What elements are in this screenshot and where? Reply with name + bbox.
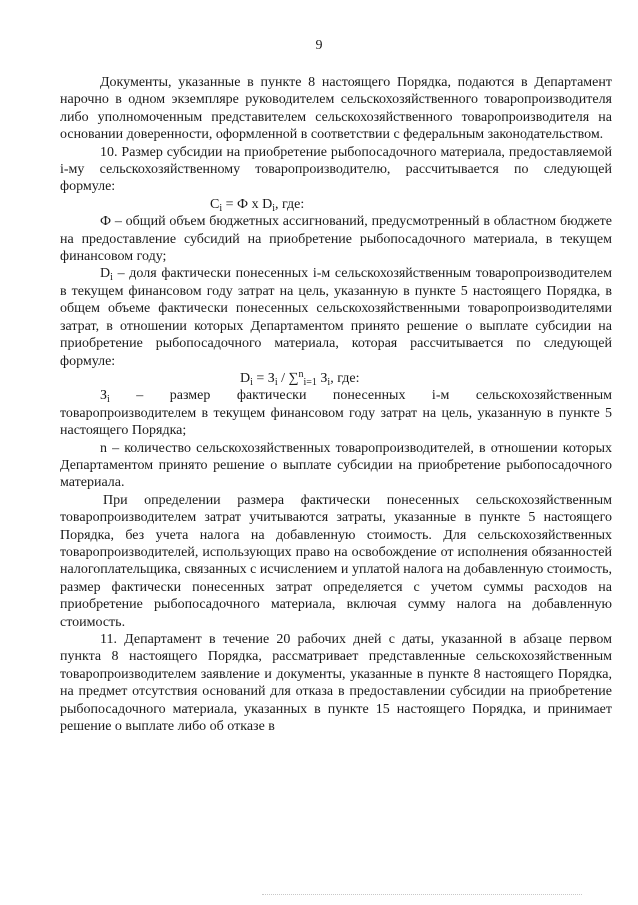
formula-middle: = Ф х D xyxy=(222,196,273,212)
paragraph-department-review: 11. Департамент в течение 20 рабочих дней с даты, указанной в абзаце первом пункта 8 настоящего Порядка, рассматривает представленные сельскохозяйственным товаропроизводителем заявление и документы, указанные в пункте 8 настоящего Порядка, на предмет отсутствия оснований для отказа в предоставлении субсидии на приобретение рыбопосадочного материала, указанных в пункте 15 настоящего Порядка, и принимает решение о выплате либо об отказе в xyxy=(60,632,612,735)
paragraph-n-definition: n – количество сельскохозяйственных товаропроизводителей, в отношении которых Департаментом принято решение о выплате субсидии на приобретение рыбопосадочного материала. xyxy=(60,440,612,491)
paragraph-documents-submission: Документы, указанные в пункте 8 настоящего Порядка, подаются в Департамент нарочно в одном экземпляре руководителем сельскохозяйственного товаропроизводителя либо уполномоченным представителем сельскохозяйственного товаропроизводителя на основании доверенности, оформленной в соответствии с федеральным законодательством. xyxy=(60,75,612,143)
z-subscript: i xyxy=(107,394,110,406)
formula-tail: , где: xyxy=(274,196,305,212)
paragraph-phi-definition: Ф – общий объем бюджетных ассигнований, предусмотренный в областном бюджете на предоставление субсидий на приобретение рыбопосадочного материала, в текущем финансовом году; xyxy=(60,214,612,265)
formula2-tail: , где: xyxy=(330,370,360,386)
formula-c-subscript: i xyxy=(219,202,223,214)
formula2-d-subscript: i xyxy=(250,376,253,388)
d-subscript: i xyxy=(110,272,113,284)
z-symbol: З xyxy=(100,388,108,404)
paragraph-cost-determination: При определении размера фактически понесенных сельскохозяйственным товаропроизводителем затрат учитываются затраты, указанные в пункте 5 настоящего Порядка, без учета налога на добавленную стоимость. Для сельскохозяйственных товаропроизводителей, использующих право на освобождение от исполнения обязанностей налогоплательщика, связанных с исчислением и уплатой налога на добавленную стоимость, размер фактически понесенных затрат определяется с учетом суммы расходов на приобретение рыбопосадочного материала, включая сумму налога на добавленную стоимость. xyxy=(60,492,612,630)
formula2-z2-subscript: i xyxy=(327,376,331,388)
formula-c: C xyxy=(210,196,220,212)
paragraph-d-definition xyxy=(60,265,612,369)
formula-share xyxy=(60,370,612,387)
formula2-middle: = З xyxy=(252,370,275,386)
paragraph-subsidy-size: 10. Размер субсидии на приобретение рыбопосадочного материала, предоставляемой i-му сельскохозяйственному товаропроизводителю, рассчитывается по следующей формуле: xyxy=(60,144,612,195)
formula2-z-subscript: i xyxy=(274,376,278,388)
footer-divider xyxy=(262,894,582,895)
z-definition-text: – размер фактически понесенных i-м сельскохозяйственным товаропроизводителем в текущем финансовом году затрат на цель, указанную в пункте 5 настоящего Порядка; xyxy=(60,388,612,439)
page-number: 9 xyxy=(315,38,323,53)
d-definition-text: – доля фактически понесенных i-м сельскохозяйственным товаропроизводителем в текущем финансовом году затрат на цель, указанную в пункте 5 настоящего Порядка, в общем объеме фактически понесенных сельскохозяйственными товаропроизводителями затрат, в отношении которых Департаментом принято решение о выплате субсидии на приобретение рыбопосадочного материала, которая рассчитывается по следующей формуле: xyxy=(60,266,612,369)
formula-d-subscript: i xyxy=(272,202,275,214)
d-symbol: D xyxy=(100,266,111,282)
formula2-z2: З xyxy=(316,370,328,386)
formula2-sum-sign: / ∑ xyxy=(277,370,299,386)
paragraph-z-definition xyxy=(60,387,612,439)
formula-subsidy xyxy=(60,196,612,213)
formula2-sum-subscript: i=1 xyxy=(303,376,317,388)
formula2-sum-superscript: n xyxy=(298,368,304,380)
formula2-d: D xyxy=(240,370,251,386)
document-body xyxy=(60,74,612,735)
